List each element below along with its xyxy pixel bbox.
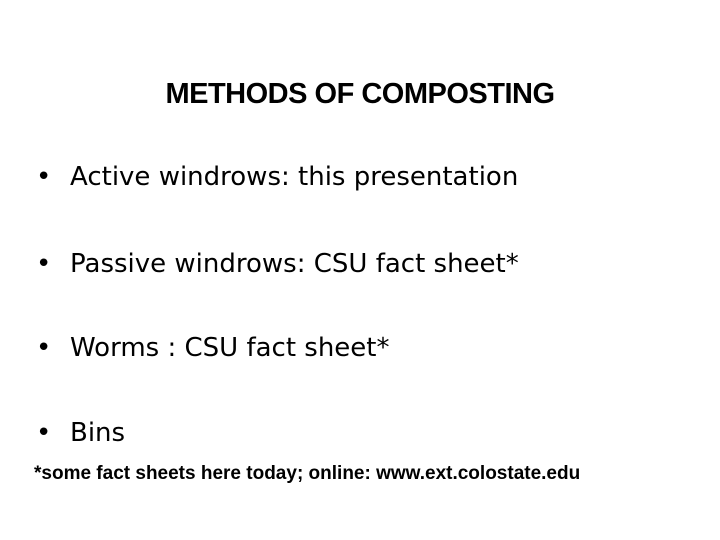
bullet-marker: • (36, 333, 52, 363)
bullet-text: Passive windrows: CSU fact sheet* (70, 249, 519, 279)
bullet-item-worms (36, 333, 390, 363)
bullet-marker: • (36, 162, 52, 192)
bullet-item-passive-windrows (36, 249, 519, 279)
slide-title: METHODS OF COMPOSTING (165, 78, 555, 110)
bullet-text: Worms : CSU fact sheet* (70, 333, 390, 363)
bullet-text: Active windrows: this presentation (70, 162, 519, 192)
bullet-item-bins (36, 418, 125, 448)
bullet-item-active-windrows (36, 162, 518, 192)
bullet-marker: • (36, 249, 52, 279)
bullet-text: Bins (70, 418, 126, 448)
bullet-marker: • (36, 418, 52, 448)
footnote: *some fact sheets here today; online: www.ext.colostate.edu (34, 463, 581, 484)
